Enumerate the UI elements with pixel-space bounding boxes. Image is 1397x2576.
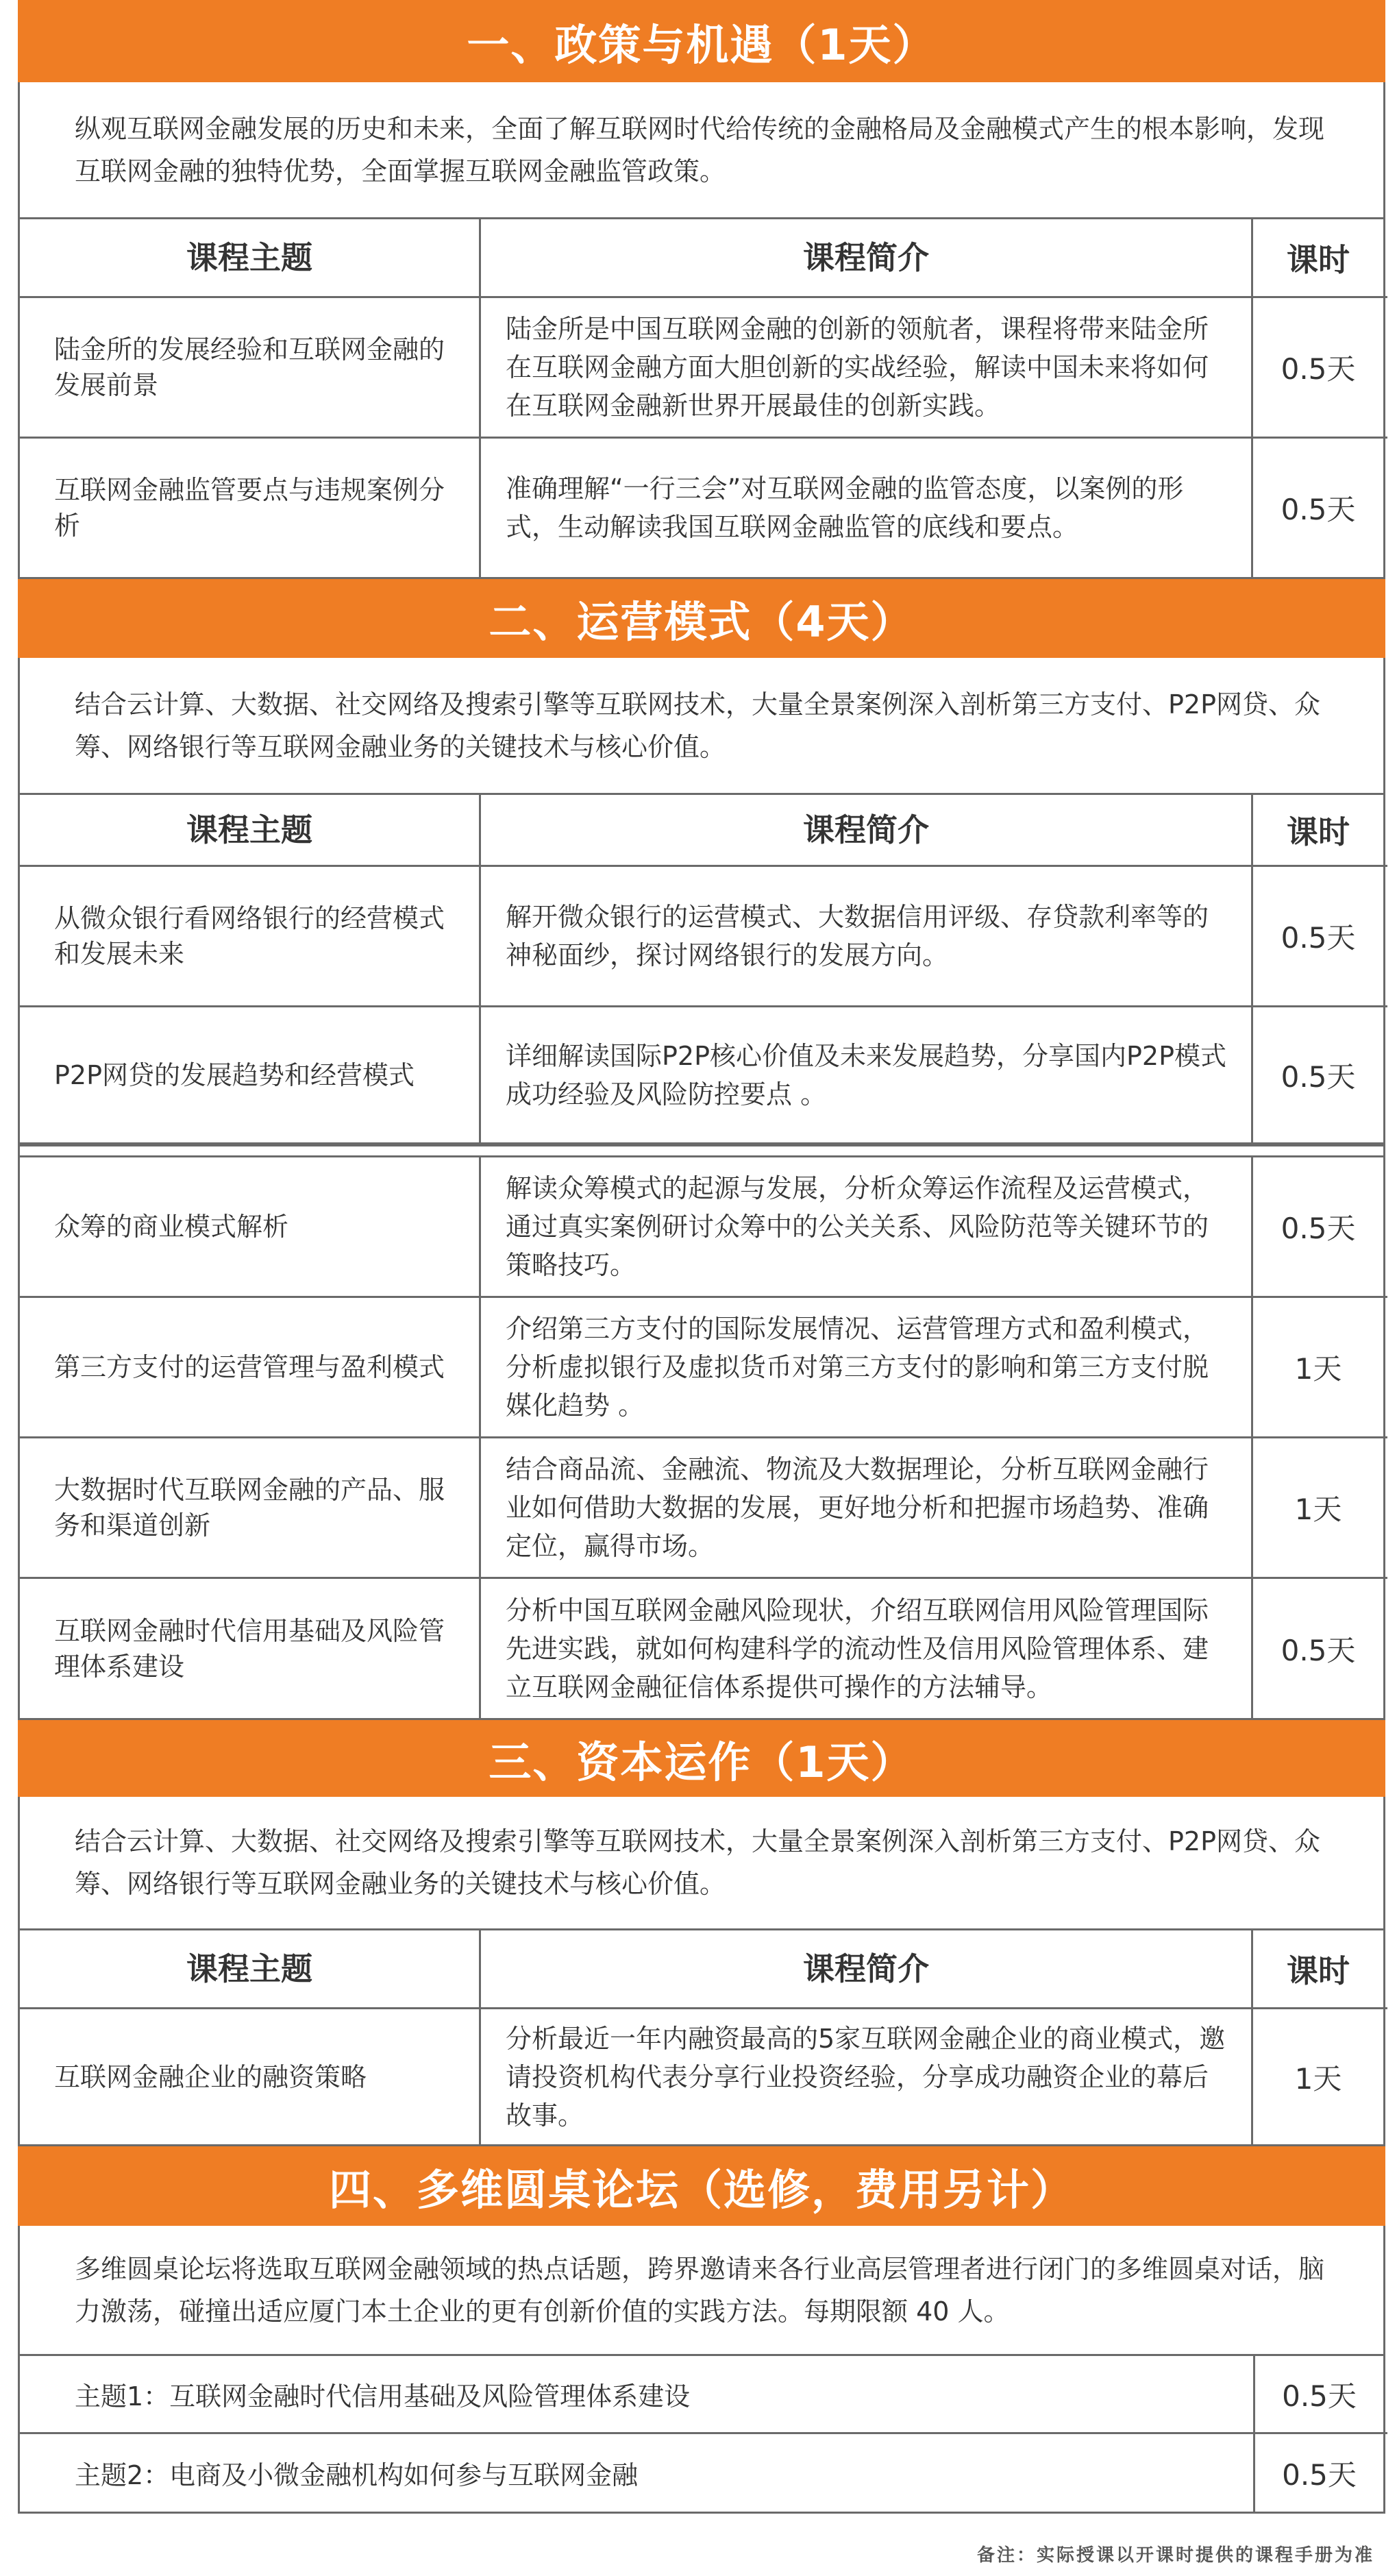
header-desc: 课程简介 (479, 1930, 1253, 2007)
row-desc: 分析最近一年内融资最高的5家互联网金融企业的商业模式，邀请投资机构代表分享行业投资经验，分享成功融资企业的幕后故事。 (479, 2009, 1253, 2144)
header-hours: 课时 (1287, 241, 1350, 278)
section-4-title: 四、多维圆桌论坛（选修，费用另计） (18, 2146, 1385, 2226)
header-desc: 课程简介 (479, 219, 1253, 296)
section-1-intro: 纵观互联网金融发展的历史和未来，全面了解互联网时代给传统的金融格局及金融模式产生的根本影响，发现互联网金融的独特优势，全面掌握互联网金融监管政策。 (18, 82, 1385, 219)
section-2-table-b (18, 1155, 1385, 1720)
forum-topic-row (20, 2356, 1387, 2434)
table-header (20, 795, 1387, 867)
row-desc: 结合商品流、金融流、物流及大数据理论，分析互联网金融行业如何借助大数据的发展，更好地分析和把握市场趋势、准确定位，赢得市场。 (479, 1438, 1253, 1577)
row-topic: 陆金所的发展经验和互联网金融的发展前景 (54, 334, 445, 400)
course-sheet (18, 0, 1385, 2576)
table-row (20, 1157, 1387, 1298)
table-row (20, 298, 1387, 439)
row-topic: 互联网金融企业的融资策略 (54, 2061, 367, 2092)
table-row (20, 1007, 1387, 1142)
row-desc: 准确理解“一行三会”对互联网金融的监管态度，以案例的形式，生动解读我国互联网金融监管的底线和要点。 (479, 439, 1253, 577)
forum-topic-label: 主题2：电商及小微金融机构如何参与互联网金融 (75, 2460, 639, 2490)
forum-topic-label: 主题1：互联网金融时代信用基础及风险管理体系建设 (75, 2381, 691, 2412)
row-hours: 0.5天 (1281, 1212, 1356, 1245)
row-hours: 0.5天 (1281, 921, 1356, 955)
section-3-intro: 结合云计算、大数据、社交网络及搜索引擎等互联网技术，大量全景案例深入剖析第三方支付、P2P网贷、众筹、网络银行等互联网金融业务的关键技术与核心价值。 (18, 1797, 1385, 1930)
row-topic: 大数据时代互联网金融的产品、服务和渠道创新 (54, 1475, 445, 1541)
table-row (20, 1298, 1387, 1438)
section-3-table (18, 1930, 1385, 2146)
row-hours: 1天 (1294, 2061, 1342, 2096)
row-hours: 0.5天 (1281, 493, 1356, 526)
table-header (20, 1930, 1387, 2009)
table-row (20, 439, 1387, 577)
row-desc: 详细解读国际P2P核心价值及未来发展趋势，分享国内P2P模式成功经验及风险防控要点 。 (479, 1007, 1253, 1142)
row-hours: 0.5天 (1281, 1059, 1356, 1094)
row-hours: 1天 (1294, 1493, 1342, 1526)
footnote: 备注：实际授课以开课时提供的课程手册为准 (976, 2545, 1374, 2566)
row-hours: 0.5天 (1281, 1633, 1356, 1667)
header-desc: 课程简介 (479, 795, 1253, 865)
row-desc: 分析中国互联网金融风险现状，介绍互联网信用风险管理国际先进实践，就如何构建科学的流动性及信用风险管理体系、建立互联网金融征信体系提供可操作的方法辅导。 (479, 1579, 1253, 1718)
row-topic: 第三方支付的运营管理与盈利模式 (54, 1352, 445, 1382)
section-4-intro: 多维圆桌论坛将选取互联网金融领域的热点话题，跨界邀请来各行业高层管理者进行闭门的多维圆桌对话，脑力激荡，碰撞出适应厦门本土企业的更有创新价值的实践方法。每期限额 40 人。 (18, 2226, 1385, 2356)
row-topic: 互联网金融监管要点与违规案例分析 (54, 475, 445, 541)
table-row (20, 1579, 1387, 1718)
section-2-intro: 结合云计算、大数据、社交网络及搜索引擎等互联网技术，大量全景案例深入剖析第三方支付、P2P网贷、众筹、网络银行等互联网金融业务的关键技术与核心价值。 (18, 658, 1385, 795)
forum-topic-hours: 0.5天 (1253, 2434, 1383, 2512)
header-hours: 课时 (1287, 1952, 1350, 1989)
forum-topic-row (20, 2434, 1387, 2512)
row-desc: 介绍第三方支付的国际发展情况、运营管理方式和盈利模式，分析虚拟银行及虚拟货币对第三方支付的影响和第三方支付脱媒化趋势 。 (479, 1298, 1253, 1436)
table-row (20, 867, 1387, 1007)
row-topic: 从微众银行看网络银行的经营模式和发展未来 (54, 903, 445, 969)
row-desc: 解读众筹模式的起源与发展，分析众筹运作流程及运营模式，通过真实案例研讨众筹中的公关关系、风险防范等关键环节的策略技巧。 (479, 1157, 1253, 1296)
forum-topic-hours: 0.5天 (1253, 2356, 1383, 2432)
section-2-title: 二、运营模式（4天） (18, 579, 1385, 658)
row-hours: 1天 (1294, 1352, 1342, 1386)
header-topic: 课程主题 (186, 1950, 312, 1987)
table-header (20, 219, 1387, 298)
row-topic: P2P网贷的发展趋势和经营模式 (54, 1059, 415, 1090)
table-gap (18, 1144, 1385, 1155)
row-hours: 0.5天 (1281, 352, 1356, 386)
header-topic: 课程主题 (186, 811, 312, 848)
row-desc: 解开微众银行的运营模式、大数据信用评级、存贷款利率等的神秘面纱，探讨网络银行的发展方向。 (479, 867, 1253, 1005)
section-1-title: 一、政策与机遇（1天） (18, 0, 1385, 82)
header-topic: 课程主题 (186, 239, 312, 276)
header-hours: 课时 (1287, 813, 1350, 850)
table-row (20, 1438, 1387, 1579)
section-1-table (18, 219, 1385, 579)
forum-topics (18, 2356, 1385, 2514)
table-row (20, 2009, 1387, 2144)
row-topic: 互联网金融时代信用基础及风险管理体系建设 (54, 1615, 445, 1682)
row-topic: 众筹的商业模式解析 (54, 1212, 289, 1242)
row-desc: 陆金所是中国互联网金融的创新的领航者，课程将带来陆金所在互联网金融方面大胆创新的实战经验，解读中国未来将如何在互联网金融新世界开展最佳的创新实践。 (479, 298, 1253, 437)
section-2-table-a (18, 795, 1385, 1144)
section-3-title: 三、资本运作（1天） (18, 1720, 1385, 1797)
